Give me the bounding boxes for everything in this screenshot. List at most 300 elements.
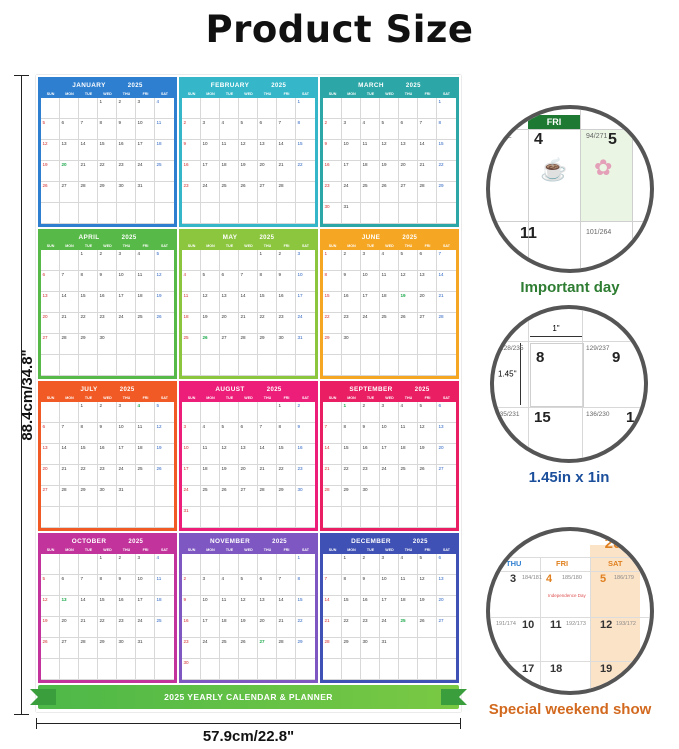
day-cell[interactable]: 23 xyxy=(117,617,136,638)
day-cell[interactable]: 20 xyxy=(60,161,79,182)
day-cell[interactable]: 27 xyxy=(437,465,456,486)
day-cell[interactable]: 11 xyxy=(182,292,201,313)
day-cell[interactable]: 25 xyxy=(136,465,155,486)
day-cell[interactable]: 25 xyxy=(380,313,399,334)
day-cell[interactable]: 18 xyxy=(201,465,220,486)
day-cell[interactable]: 30 xyxy=(98,334,117,355)
day-cell[interactable]: 20 xyxy=(41,313,60,334)
day-cell[interactable]: 7 xyxy=(437,250,456,271)
day-cell[interactable]: 19 xyxy=(41,161,60,182)
day-cell[interactable]: 25 xyxy=(399,617,418,638)
day-cell[interactable]: 16 xyxy=(361,596,380,617)
day-cell[interactable]: 4 xyxy=(155,98,174,119)
day-cell[interactable]: 29 xyxy=(79,334,98,355)
day-cell[interactable]: 6 xyxy=(418,250,437,271)
day-cell[interactable]: 28 xyxy=(79,182,98,203)
day-cell[interactable]: 3 xyxy=(380,554,399,575)
day-cell[interactable]: 1 xyxy=(342,554,361,575)
day-cell[interactable]: 23 xyxy=(296,465,315,486)
day-cell[interactable]: 22 xyxy=(98,617,117,638)
day-cell[interactable]: 16 xyxy=(98,292,117,313)
day-cell[interactable]: 31 xyxy=(296,334,315,355)
day-cell[interactable]: 4 xyxy=(220,119,239,140)
day-cell[interactable]: 17 xyxy=(342,161,361,182)
day-cell[interactable]: 14 xyxy=(277,140,296,161)
day-cell[interactable]: 3 xyxy=(342,119,361,140)
day-cell[interactable]: 9 xyxy=(117,119,136,140)
month-block[interactable] xyxy=(320,381,459,531)
day-cell[interactable]: 12 xyxy=(201,292,220,313)
day-cell[interactable]: 23 xyxy=(117,161,136,182)
day-cell[interactable]: 16 xyxy=(182,161,201,182)
day-cell[interactable]: 15 xyxy=(79,444,98,465)
day-cell[interactable]: 18 xyxy=(155,140,174,161)
month-block[interactable] xyxy=(179,381,318,531)
day-cell[interactable]: 4 xyxy=(220,575,239,596)
month-block[interactable] xyxy=(38,381,177,531)
day-cell[interactable]: 14 xyxy=(437,271,456,292)
day-cell[interactable]: 24 xyxy=(182,486,201,507)
day-cell[interactable]: 9 xyxy=(361,575,380,596)
day-cell[interactable]: 9 xyxy=(296,423,315,444)
day-cell[interactable]: 20 xyxy=(41,465,60,486)
day-cell[interactable]: 11 xyxy=(220,140,239,161)
day-cell[interactable]: 13 xyxy=(437,423,456,444)
day-cell[interactable]: 13 xyxy=(239,444,258,465)
day-cell[interactable]: 16 xyxy=(182,617,201,638)
day-cell[interactable]: 19 xyxy=(239,161,258,182)
day-cell[interactable]: 10 xyxy=(117,271,136,292)
day-cell[interactable]: 19 xyxy=(380,161,399,182)
day-cell[interactable]: 30 xyxy=(323,203,342,224)
month-block[interactable] xyxy=(320,533,459,683)
day-cell[interactable]: 2 xyxy=(117,554,136,575)
day-cell[interactable]: 13 xyxy=(399,140,418,161)
day-cell[interactable]: 27 xyxy=(220,334,239,355)
day-cell[interactable]: 17 xyxy=(117,292,136,313)
day-cell[interactable]: 12 xyxy=(239,140,258,161)
day-cell[interactable]: 26 xyxy=(418,617,437,638)
day-cell[interactable]: 7 xyxy=(323,423,342,444)
day-cell[interactable]: 12 xyxy=(41,140,60,161)
day-cell[interactable]: 3 xyxy=(136,98,155,119)
day-cell[interactable]: 12 xyxy=(155,271,174,292)
day-cell[interactable]: 30 xyxy=(361,486,380,507)
day-cell[interactable]: 19 xyxy=(239,617,258,638)
day-cell[interactable]: 18 xyxy=(361,161,380,182)
day-cell[interactable]: 28 xyxy=(60,486,79,507)
day-cell[interactable]: 12 xyxy=(418,423,437,444)
day-cell[interactable]: 14 xyxy=(60,444,79,465)
day-cell[interactable]: 26 xyxy=(399,313,418,334)
day-cell[interactable]: 11 xyxy=(361,140,380,161)
day-cell[interactable]: 27 xyxy=(41,486,60,507)
day-cell[interactable]: 15 xyxy=(342,444,361,465)
day-cell[interactable]: 20 xyxy=(437,596,456,617)
day-cell[interactable]: 29 xyxy=(98,182,117,203)
day-cell[interactable]: 9 xyxy=(361,423,380,444)
day-cell[interactable]: 28 xyxy=(79,638,98,659)
day-cell[interactable]: 30 xyxy=(117,182,136,203)
day-cell[interactable]: 12 xyxy=(155,423,174,444)
day-cell[interactable]: 6 xyxy=(239,423,258,444)
day-cell[interactable]: 6 xyxy=(60,575,79,596)
month-block[interactable] xyxy=(38,533,177,683)
day-cell[interactable]: 20 xyxy=(239,465,258,486)
day-cell[interactable]: 15 xyxy=(296,140,315,161)
day-cell[interactable]: 10 xyxy=(380,423,399,444)
day-cell[interactable]: 2 xyxy=(323,119,342,140)
day-cell[interactable]: 24 xyxy=(117,313,136,334)
day-cell[interactable]: 10 xyxy=(201,596,220,617)
day-cell[interactable]: 19 xyxy=(201,313,220,334)
day-cell[interactable]: 27 xyxy=(399,182,418,203)
day-cell[interactable]: 22 xyxy=(437,161,456,182)
day-cell[interactable]: 3 xyxy=(201,575,220,596)
day-cell[interactable]: 7 xyxy=(79,575,98,596)
day-cell[interactable]: 17 xyxy=(296,292,315,313)
day-cell[interactable]: 8 xyxy=(342,575,361,596)
day-cell[interactable]: 13 xyxy=(60,140,79,161)
day-cell[interactable]: 20 xyxy=(60,617,79,638)
day-cell[interactable]: 2 xyxy=(98,402,117,423)
day-cell[interactable]: 10 xyxy=(201,140,220,161)
day-cell[interactable]: 27 xyxy=(60,182,79,203)
day-cell[interactable]: 5 xyxy=(418,554,437,575)
day-cell[interactable]: 13 xyxy=(41,444,60,465)
day-cell[interactable]: 21 xyxy=(323,465,342,486)
day-cell[interactable]: 2 xyxy=(361,402,380,423)
day-cell[interactable]: 6 xyxy=(258,575,277,596)
day-cell[interactable]: 24 xyxy=(136,617,155,638)
day-cell[interactable]: 17 xyxy=(380,596,399,617)
day-cell[interactable]: 3 xyxy=(182,423,201,444)
day-cell[interactable]: 11 xyxy=(399,575,418,596)
day-cell[interactable]: 22 xyxy=(258,313,277,334)
day-cell[interactable]: 4 xyxy=(399,554,418,575)
day-cell[interactable]: 25 xyxy=(182,334,201,355)
day-cell[interactable]: 15 xyxy=(258,292,277,313)
day-cell[interactable]: 14 xyxy=(79,140,98,161)
day-cell[interactable]: 14 xyxy=(60,292,79,313)
day-cell[interactable]: 8 xyxy=(437,119,456,140)
day-cell[interactable]: 29 xyxy=(342,486,361,507)
day-cell[interactable]: 30 xyxy=(361,638,380,659)
day-cell[interactable]: 21 xyxy=(60,313,79,334)
day-cell[interactable]: 4 xyxy=(136,250,155,271)
day-cell[interactable]: 10 xyxy=(380,575,399,596)
day-cell[interactable]: 2 xyxy=(361,554,380,575)
day-cell[interactable]: 27 xyxy=(239,486,258,507)
day-cell[interactable]: 15 xyxy=(342,596,361,617)
day-cell[interactable]: 14 xyxy=(277,596,296,617)
day-cell[interactable]: 17 xyxy=(201,617,220,638)
day-cell[interactable]: 6 xyxy=(258,119,277,140)
day-cell[interactable]: 5 xyxy=(380,119,399,140)
day-cell[interactable]: 14 xyxy=(323,596,342,617)
day-cell[interactable]: 20 xyxy=(258,161,277,182)
day-cell[interactable]: 26 xyxy=(239,182,258,203)
day-cell[interactable]: 23 xyxy=(361,465,380,486)
day-cell[interactable]: 19 xyxy=(418,596,437,617)
day-cell[interactable]: 1 xyxy=(258,250,277,271)
day-cell[interactable]: 12 xyxy=(418,575,437,596)
day-cell[interactable]: 2 xyxy=(182,575,201,596)
day-cell[interactable]: 16 xyxy=(277,292,296,313)
day-cell[interactable]: 11 xyxy=(155,119,174,140)
day-cell[interactable]: 11 xyxy=(136,271,155,292)
day-cell[interactable]: 17 xyxy=(182,465,201,486)
day-cell[interactable]: 5 xyxy=(155,402,174,423)
day-cell[interactable]: 21 xyxy=(418,161,437,182)
day-cell[interactable]: 7 xyxy=(239,271,258,292)
day-cell[interactable]: 26 xyxy=(380,182,399,203)
day-cell[interactable]: 3 xyxy=(117,402,136,423)
day-cell[interactable]: 22 xyxy=(277,465,296,486)
day-cell[interactable]: 20 xyxy=(437,444,456,465)
day-cell[interactable]: 8 xyxy=(277,423,296,444)
day-cell[interactable]: 19 xyxy=(220,465,239,486)
day-cell[interactable]: 16 xyxy=(117,596,136,617)
day-cell[interactable]: 21 xyxy=(277,161,296,182)
day-cell[interactable]: 30 xyxy=(342,334,361,355)
day-cell[interactable]: 18 xyxy=(136,292,155,313)
day-cell[interactable]: 7 xyxy=(79,119,98,140)
day-cell[interactable]: 6 xyxy=(220,271,239,292)
day-cell[interactable]: 22 xyxy=(296,617,315,638)
day-cell[interactable]: 2 xyxy=(98,250,117,271)
day-cell[interactable]: 18 xyxy=(399,596,418,617)
day-cell[interactable]: 14 xyxy=(239,292,258,313)
day-cell[interactable]: 26 xyxy=(155,465,174,486)
day-cell[interactable]: 18 xyxy=(380,292,399,313)
day-cell[interactable]: 1 xyxy=(296,554,315,575)
day-cell[interactable]: 21 xyxy=(323,617,342,638)
day-cell[interactable]: 7 xyxy=(277,119,296,140)
day-cell[interactable]: 15 xyxy=(323,292,342,313)
day-cell[interactable]: 26 xyxy=(418,465,437,486)
day-cell[interactable]: 3 xyxy=(201,119,220,140)
day-cell[interactable]: 8 xyxy=(79,271,98,292)
day-cell[interactable]: 31 xyxy=(117,486,136,507)
day-cell[interactable]: 31 xyxy=(342,203,361,224)
day-cell[interactable]: 1 xyxy=(437,98,456,119)
day-cell[interactable]: 7 xyxy=(258,423,277,444)
day-cell[interactable]: 25 xyxy=(155,617,174,638)
day-cell[interactable]: 8 xyxy=(258,271,277,292)
day-cell[interactable]: 10 xyxy=(342,140,361,161)
day-cell[interactable]: 30 xyxy=(182,659,201,680)
day-cell[interactable]: 23 xyxy=(182,638,201,659)
day-cell[interactable]: 4 xyxy=(155,554,174,575)
day-cell[interactable]: 5 xyxy=(41,119,60,140)
day-cell[interactable]: 3 xyxy=(361,250,380,271)
day-cell[interactable]: 17 xyxy=(201,161,220,182)
day-cell[interactable]: 22 xyxy=(79,465,98,486)
day-cell[interactable]: 19 xyxy=(399,292,418,313)
day-cell[interactable]: 17 xyxy=(380,444,399,465)
day-cell[interactable]: 22 xyxy=(296,161,315,182)
day-cell[interactable]: 8 xyxy=(98,119,117,140)
month-block[interactable] xyxy=(38,229,177,379)
day-cell[interactable]: 30 xyxy=(296,486,315,507)
day-cell[interactable]: 24 xyxy=(117,465,136,486)
day-cell[interactable]: 1 xyxy=(342,402,361,423)
day-cell[interactable]: 16 xyxy=(342,292,361,313)
day-cell[interactable]: 30 xyxy=(117,638,136,659)
day-cell[interactable]: 2 xyxy=(296,402,315,423)
day-cell[interactable]: 13 xyxy=(258,140,277,161)
day-cell[interactable]: 27 xyxy=(258,638,277,659)
day-cell[interactable]: 5 xyxy=(220,423,239,444)
month-block[interactable] xyxy=(38,77,177,227)
day-cell[interactable]: 25 xyxy=(399,465,418,486)
day-cell[interactable]: 6 xyxy=(41,271,60,292)
day-cell[interactable]: 21 xyxy=(277,617,296,638)
day-cell[interactable]: 10 xyxy=(296,271,315,292)
month-block[interactable] xyxy=(320,77,459,227)
month-block[interactable] xyxy=(179,229,318,379)
day-cell[interactable]: 4 xyxy=(399,402,418,423)
day-cell[interactable]: 26 xyxy=(239,638,258,659)
day-cell[interactable]: 13 xyxy=(258,596,277,617)
day-cell[interactable]: 26 xyxy=(155,313,174,334)
month-block[interactable] xyxy=(320,229,459,379)
day-cell[interactable]: 21 xyxy=(79,161,98,182)
day-cell[interactable]: 31 xyxy=(136,182,155,203)
day-cell[interactable]: 16 xyxy=(98,444,117,465)
day-cell[interactable]: 8 xyxy=(98,575,117,596)
day-cell[interactable]: 7 xyxy=(323,575,342,596)
day-cell[interactable]: 18 xyxy=(155,596,174,617)
day-cell[interactable]: 26 xyxy=(41,182,60,203)
day-cell[interactable]: 21 xyxy=(258,465,277,486)
day-cell[interactable]: 25 xyxy=(155,161,174,182)
day-cell[interactable]: 21 xyxy=(239,313,258,334)
day-cell[interactable]: 23 xyxy=(277,313,296,334)
day-cell[interactable]: 30 xyxy=(98,486,117,507)
day-cell[interactable]: 9 xyxy=(323,140,342,161)
day-cell[interactable]: 21 xyxy=(437,292,456,313)
day-cell[interactable]: 21 xyxy=(79,617,98,638)
day-cell[interactable]: 1 xyxy=(79,402,98,423)
day-cell[interactable]: 5 xyxy=(239,119,258,140)
day-cell[interactable]: 28 xyxy=(323,638,342,659)
day-cell[interactable]: 2 xyxy=(182,119,201,140)
day-cell[interactable]: 8 xyxy=(323,271,342,292)
day-cell[interactable]: 24 xyxy=(380,617,399,638)
day-cell[interactable]: 18 xyxy=(220,617,239,638)
day-cell[interactable]: 8 xyxy=(296,575,315,596)
day-cell[interactable]: 6 xyxy=(41,423,60,444)
day-cell[interactable]: 18 xyxy=(182,313,201,334)
day-cell[interactable]: 5 xyxy=(41,575,60,596)
day-cell[interactable]: 14 xyxy=(79,596,98,617)
day-cell[interactable]: 28 xyxy=(418,182,437,203)
day-cell[interactable]: 22 xyxy=(79,313,98,334)
day-cell[interactable]: 14 xyxy=(258,444,277,465)
day-cell[interactable]: 7 xyxy=(277,575,296,596)
day-cell[interactable]: 12 xyxy=(239,596,258,617)
day-cell[interactable]: 9 xyxy=(182,596,201,617)
day-cell[interactable]: 6 xyxy=(399,119,418,140)
day-cell[interactable]: 24 xyxy=(296,313,315,334)
day-cell[interactable]: 9 xyxy=(117,575,136,596)
day-cell[interactable]: 4 xyxy=(380,250,399,271)
day-cell[interactable]: 29 xyxy=(296,638,315,659)
day-cell[interactable]: 5 xyxy=(239,575,258,596)
day-cell[interactable]: 9 xyxy=(98,423,117,444)
day-cell[interactable]: 5 xyxy=(418,402,437,423)
day-cell[interactable]: 28 xyxy=(258,486,277,507)
day-cell[interactable]: 7 xyxy=(60,271,79,292)
day-cell[interactable]: 18 xyxy=(220,161,239,182)
day-cell[interactable]: 13 xyxy=(437,575,456,596)
day-cell[interactable]: 11 xyxy=(399,423,418,444)
day-cell[interactable]: 11 xyxy=(220,596,239,617)
day-cell[interactable]: 10 xyxy=(361,271,380,292)
day-cell[interactable]: 16 xyxy=(117,140,136,161)
day-cell[interactable]: 5 xyxy=(201,271,220,292)
day-cell[interactable]: 4 xyxy=(136,402,155,423)
day-cell[interactable]: 15 xyxy=(296,596,315,617)
day-cell[interactable]: 11 xyxy=(201,444,220,465)
day-cell[interactable]: 20 xyxy=(418,292,437,313)
day-cell[interactable]: 12 xyxy=(399,271,418,292)
day-cell[interactable]: 10 xyxy=(136,575,155,596)
day-cell[interactable]: 3 xyxy=(380,402,399,423)
day-cell[interactable]: 26 xyxy=(201,334,220,355)
day-cell[interactable]: 9 xyxy=(98,271,117,292)
day-cell[interactable]: 25 xyxy=(361,182,380,203)
day-cell[interactable]: 24 xyxy=(342,182,361,203)
day-cell[interactable]: 12 xyxy=(380,140,399,161)
day-cell[interactable]: 6 xyxy=(60,119,79,140)
month-block[interactable] xyxy=(179,533,318,683)
day-cell[interactable]: 12 xyxy=(41,596,60,617)
day-cell[interactable]: 23 xyxy=(361,617,380,638)
day-cell[interactable]: 1 xyxy=(79,250,98,271)
day-cell[interactable]: 16 xyxy=(361,444,380,465)
day-cell[interactable]: 14 xyxy=(418,140,437,161)
day-cell[interactable]: 15 xyxy=(277,444,296,465)
day-cell[interactable]: 17 xyxy=(136,596,155,617)
day-cell[interactable]: 3 xyxy=(296,250,315,271)
day-cell[interactable]: 26 xyxy=(220,486,239,507)
day-cell[interactable]: 18 xyxy=(399,444,418,465)
day-cell[interactable]: 25 xyxy=(220,182,239,203)
day-cell[interactable]: 15 xyxy=(98,596,117,617)
day-cell[interactable]: 4 xyxy=(361,119,380,140)
day-cell[interactable]: 1 xyxy=(98,98,117,119)
day-cell[interactable]: 26 xyxy=(41,638,60,659)
day-cell[interactable]: 12 xyxy=(220,444,239,465)
day-cell[interactable]: 11 xyxy=(380,271,399,292)
day-cell[interactable]: 29 xyxy=(342,638,361,659)
day-cell[interactable]: 5 xyxy=(155,250,174,271)
day-cell[interactable]: 13 xyxy=(41,292,60,313)
day-cell[interactable]: 31 xyxy=(182,507,201,528)
day-cell[interactable]: 23 xyxy=(98,313,117,334)
day-cell[interactable]: 28 xyxy=(323,486,342,507)
day-cell[interactable]: 7 xyxy=(418,119,437,140)
day-cell[interactable]: 2 xyxy=(277,250,296,271)
day-cell[interactable]: 15 xyxy=(437,140,456,161)
day-cell[interactable]: 17 xyxy=(136,140,155,161)
day-cell[interactable]: 27 xyxy=(437,617,456,638)
day-cell[interactable]: 19 xyxy=(41,617,60,638)
day-cell[interactable]: 1 xyxy=(98,554,117,575)
